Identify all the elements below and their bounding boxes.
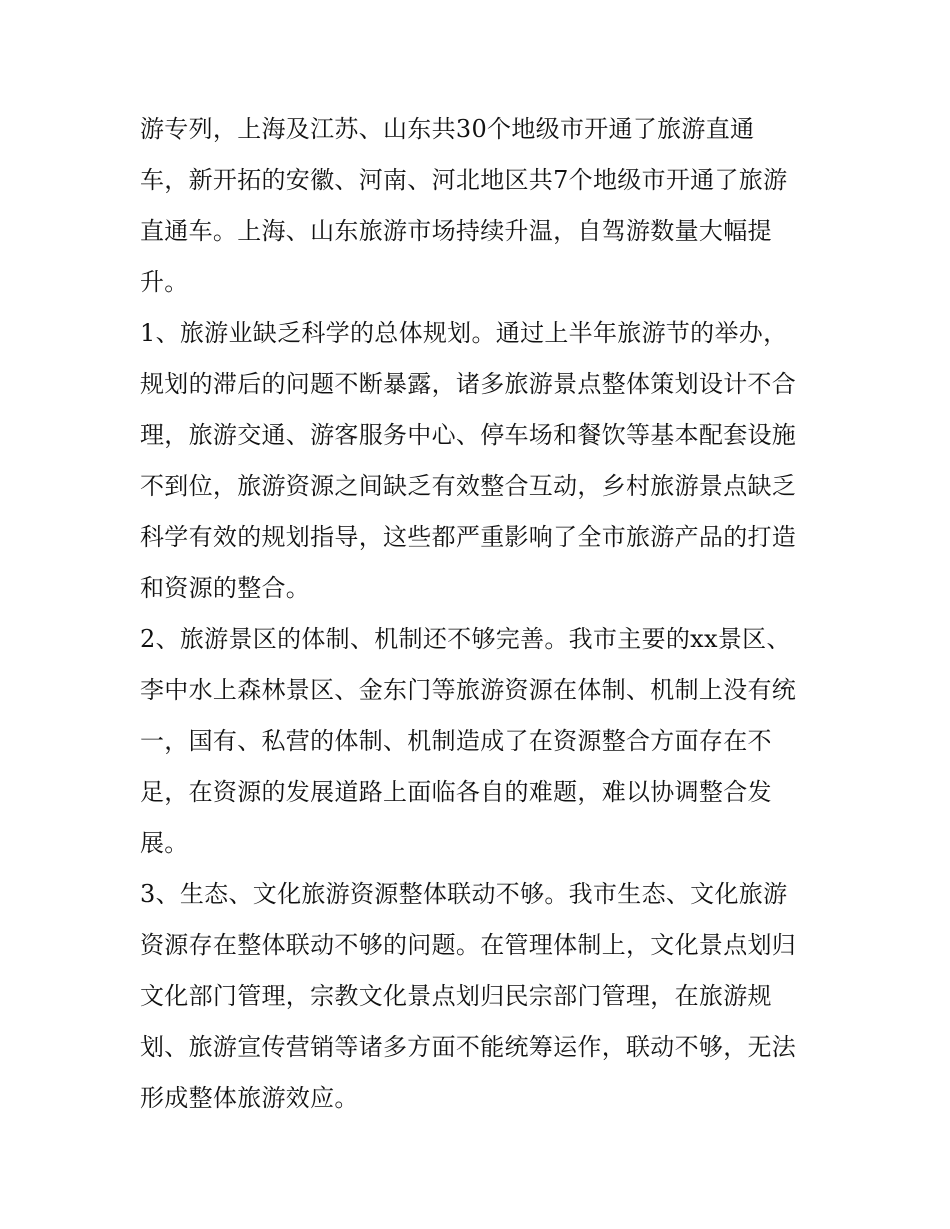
- text-line: 资源存在整体联动不够的问题。在管理体制上，文化景点划归: [140, 931, 797, 959]
- text-line: 划、旅游宣传营销等诸多方面不能统筹运作，联动不够，无法: [140, 1033, 797, 1061]
- text-line: 李中水上森林景区、金东门等旅游资源在体制、机制上没有统: [140, 676, 797, 704]
- text-line: 升。: [140, 268, 189, 296]
- text-line: 科学有效的规划指导，这些都严重影响了全市旅游产品的打造: [140, 523, 797, 551]
- text-line: 展。: [140, 829, 189, 857]
- text-line: 和资源的整合。: [140, 574, 311, 602]
- text-line: 车，新开拓的安徽、河南、河北地区共7个地级市开通了旅游: [140, 166, 788, 194]
- text-line: 游专列，上海及江苏、山东共30个地级市开通了旅游直通: [140, 115, 755, 143]
- document-body: [140, 104, 812, 1124]
- text-line: 足，在资源的发展道路上面临各自的难题，难以协调整合发: [140, 778, 772, 806]
- text-line: 规划的滞后的问题不断暴露，诸多旅游景点整体策划设计不合: [140, 370, 797, 398]
- text-line: 不到位，旅游资源之间缺乏有效整合互动，乡村旅游景点缺乏: [140, 472, 797, 500]
- text-line: 一，国有、私营的体制、机制造成了在资源整合方面存在不: [140, 727, 772, 755]
- text-line: 2、旅游景区的体制、机制还不够完善。我市主要的xx景区、: [140, 625, 791, 653]
- text-line: 3、生态、文化旅游资源整体联动不够。我市生态、文化旅游: [140, 880, 788, 908]
- text-line: 直通车。上海、山东旅游市场持续升温，自驾游数量大幅提: [140, 217, 772, 245]
- text-line: 理，旅游交通、游客服务中心、停车场和餐饮等基本配套设施: [140, 421, 797, 449]
- text-line: 1、旅游业缺乏科学的总体规划。通过上半年旅游节的举办，: [140, 319, 788, 347]
- text-line: 文化部门管理，宗教文化景点划归民宗部门管理，在旅游规: [140, 982, 772, 1010]
- text-line: 形成整体旅游效应。: [140, 1084, 359, 1112]
